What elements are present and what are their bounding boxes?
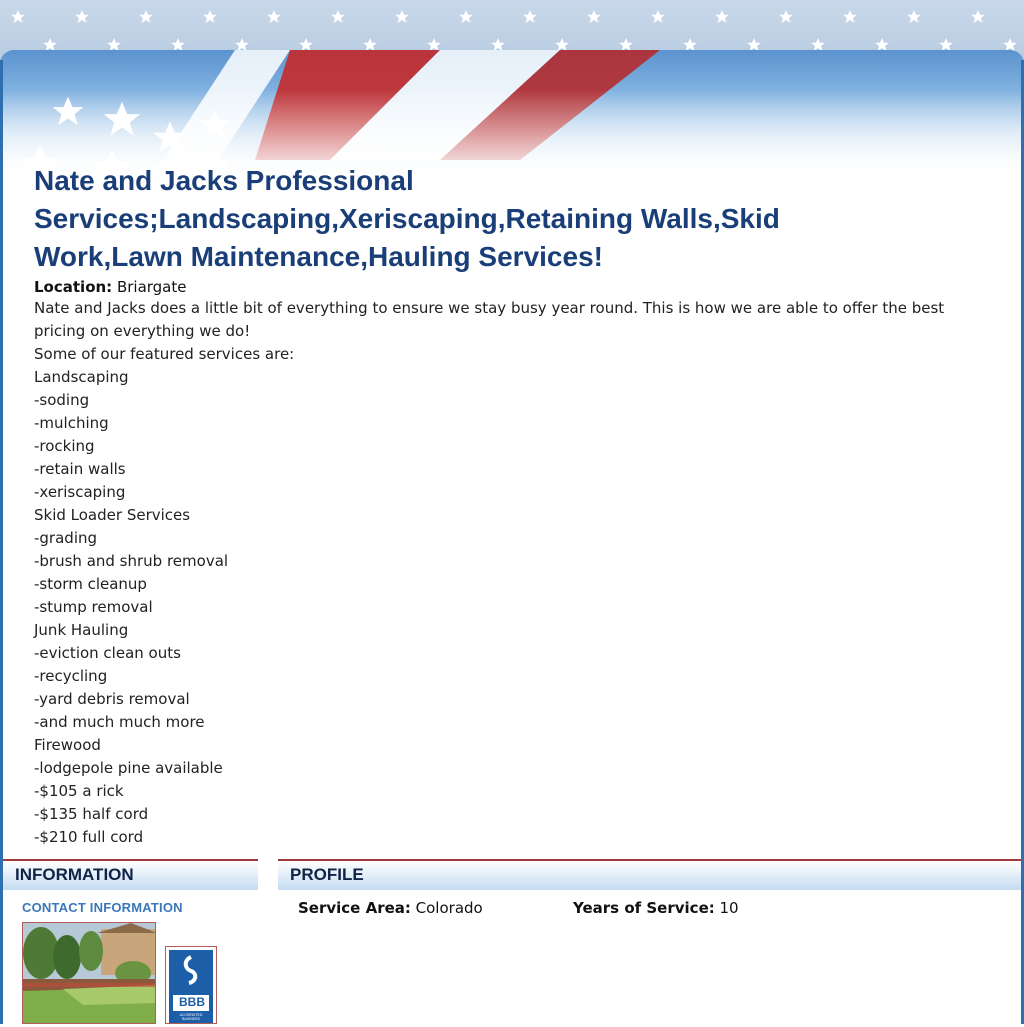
- services-list: [34, 343, 994, 849]
- years-of-service-row: [573, 899, 739, 917]
- bbb-label: BBB: [179, 995, 205, 1009]
- service-line: -$105 a rick: [34, 782, 124, 800]
- listing-content: [34, 162, 994, 849]
- service-line: -brush and shrub removal: [34, 552, 229, 570]
- information-header: [3, 859, 258, 890]
- service-line: -xeriscaping: [34, 483, 126, 501]
- service-line: -grading: [34, 529, 98, 547]
- service-line: -retain walls: [34, 460, 126, 478]
- service-line: -eviction clean outs: [34, 644, 181, 662]
- service-line: -and much much more: [34, 713, 205, 731]
- business-photo[interactable]: [22, 922, 156, 1024]
- service-line: -$135 half cord: [34, 805, 149, 823]
- service-line: -$210 full cord: [34, 828, 144, 846]
- location-label: Location:: [34, 278, 113, 296]
- service-area-label: Service Area:: [298, 899, 411, 917]
- header-banner: [0, 50, 1024, 180]
- yard-photo-image: [23, 923, 156, 1024]
- bbb-sublabel: ACCREDITED BUSINESS: [179, 1013, 203, 1021]
- profile-header: [278, 859, 1021, 890]
- flag-graphic: [0, 50, 1024, 180]
- years-of-service-value: 10: [714, 899, 739, 917]
- intro-text: Nate and Jacks does a little bit of everything to ensure we stay busy year round. This is how we are able to offer the best pricing on everything we do!: [34, 299, 945, 340]
- service-line: -soding: [34, 391, 90, 409]
- service-line: Landscaping: [34, 368, 129, 386]
- service-line: -mulching: [34, 414, 109, 432]
- bbb-logo-icon: [166, 947, 216, 1023]
- years-of-service-label: Years of Service:: [573, 899, 715, 917]
- service-area-value: Colorado: [410, 899, 483, 917]
- location-value: Briargate: [112, 278, 187, 296]
- service-line: -yard debris removal: [34, 690, 190, 708]
- contact-information-link[interactable]: CONTACT INFORMATION: [22, 900, 183, 915]
- service-line: Some of our featured services are:: [34, 345, 295, 363]
- service-line: Skid Loader Services: [34, 506, 191, 524]
- service-line: -recycling: [34, 667, 108, 685]
- information-heading: INFORMATION: [15, 865, 134, 884]
- service-area-row: [298, 899, 483, 917]
- profile-heading: PROFILE: [290, 865, 364, 884]
- service-line: Junk Hauling: [34, 621, 129, 639]
- location-row: [34, 278, 994, 297]
- bbb-accredited-badge[interactable]: [165, 946, 217, 1024]
- service-line: -lodgepole pine available: [34, 759, 223, 777]
- service-line: Firewood: [34, 736, 101, 754]
- service-line: -storm cleanup: [34, 575, 147, 593]
- page-title: Nate and Jacks Professional Services;Landscaping,Xeriscaping,Retaining Walls,Skid Work,Lawn Maintenance,Hauling Services!: [34, 165, 780, 272]
- service-line: -stump removal: [34, 598, 153, 616]
- service-line: -rocking: [34, 437, 95, 455]
